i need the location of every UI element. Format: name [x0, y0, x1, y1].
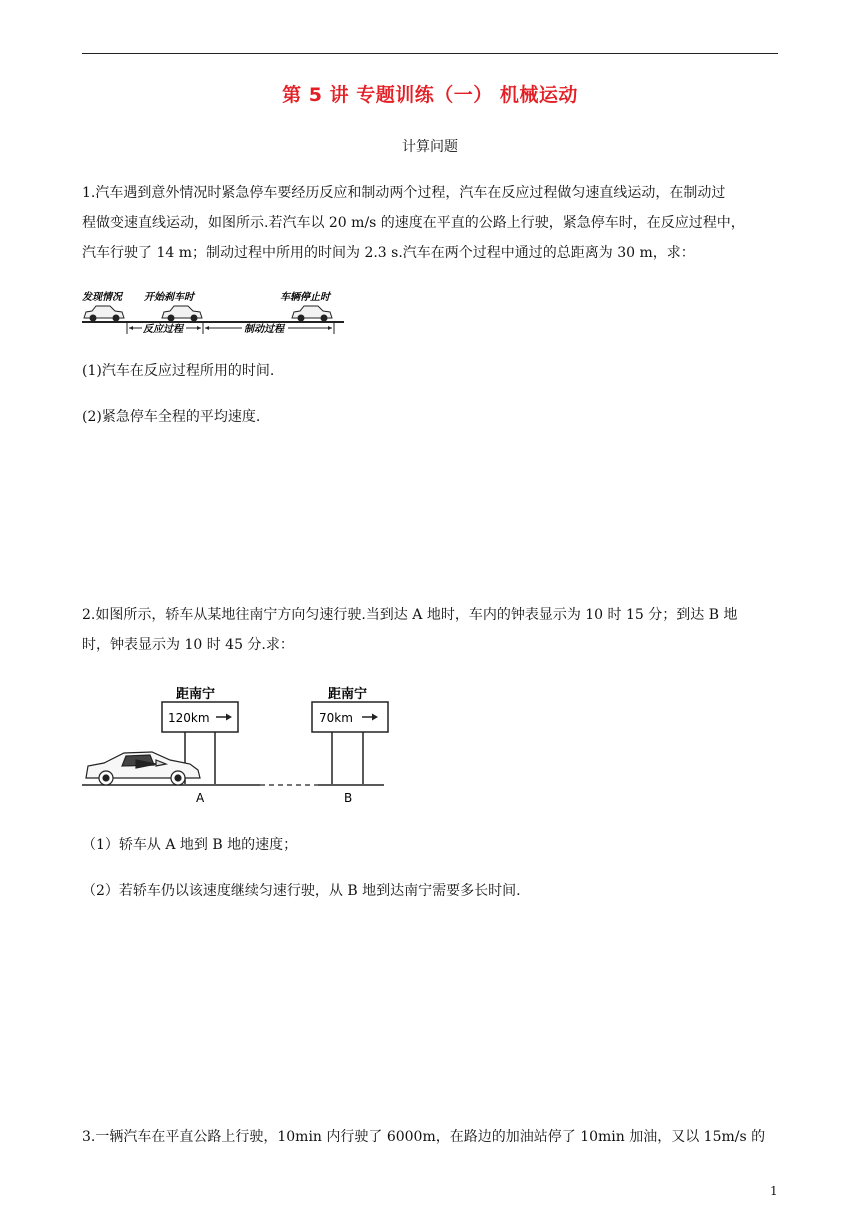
problem-3-line-1: 3.一辆汽车在平直公路上行驶，10min 内行驶了 6000m，在路边的加油站停了 10min 加油，又以 15m/s 的	[82, 1129, 766, 1145]
sign-a-distance: 120km	[168, 711, 210, 725]
car-icon	[292, 306, 332, 321]
problem-2-figure	[82, 680, 442, 806]
section-subtitle: 计算问题	[402, 139, 458, 155]
problem-2-line-1: 2.如图所示，轿车从某地往南宁方向匀速行驶.当到达 A 地时，车内的钟表显示为 10 时 15 分；到达 B 地	[82, 607, 738, 623]
sign-b-title: 距南宁	[328, 687, 368, 702]
problem-1-line-1: 1.汽车遇到意外情况时紧急停车要经历反应和制动两个过程，汽车在反应过程做匀速直线运动，在制动过	[82, 185, 726, 201]
page-title: 第 5 讲 专题训练（一） 机械运动	[282, 84, 578, 106]
problem-1-line-2: 程做变速直线运动，如图所示.若汽车以 20 m/s 的速度在平直的公路上行驶，紧急停车时，在反应过程中，	[82, 215, 745, 231]
problem-1-question-1: (1)汽车在反应过程所用的时间.	[82, 363, 275, 379]
problem-2-question-2: （2）若轿车仍以该速度继续匀速行驶，从 B 地到达南宁需要多长时间.	[82, 883, 521, 899]
problem-1-line-3: 汽车行驶了 14 m；制动过程中所用的时间为 2.3 s.汽车在两个过程中通过的总距离为 30 m，求：	[82, 245, 695, 261]
label-reaction-process: 反应过程	[143, 324, 183, 335]
problem-2-text	[82, 600, 782, 660]
problem-3-text	[82, 1122, 782, 1152]
sign-a-title: 距南宁	[176, 687, 216, 702]
car-icon	[84, 306, 124, 321]
header-rule	[82, 53, 778, 54]
car-icon	[162, 306, 202, 321]
label-braking-process: 制动过程	[244, 324, 284, 335]
page-number: 1	[770, 1184, 778, 1198]
label-start-braking: 开始刹车时	[144, 292, 194, 303]
sign-b-distance: 70km	[319, 711, 353, 725]
sports-car-icon	[86, 752, 200, 785]
problem-1-figure	[82, 288, 344, 338]
problem-2-question-1: （1）轿车从 A 地到 B 地的速度；	[82, 837, 298, 853]
problem-1-text	[82, 178, 782, 268]
label-vehicle-stopped: 车辆停止时	[280, 292, 330, 303]
point-a-label: A	[196, 791, 205, 805]
label-found-situation: 发现情况	[82, 292, 122, 303]
point-b-label: B	[344, 791, 353, 805]
problem-1-question-2: (2)紧急停车全程的平均速度.	[82, 409, 261, 425]
problem-2-line-2: 时，钟表显示为 10 时 45 分.求：	[82, 637, 294, 653]
